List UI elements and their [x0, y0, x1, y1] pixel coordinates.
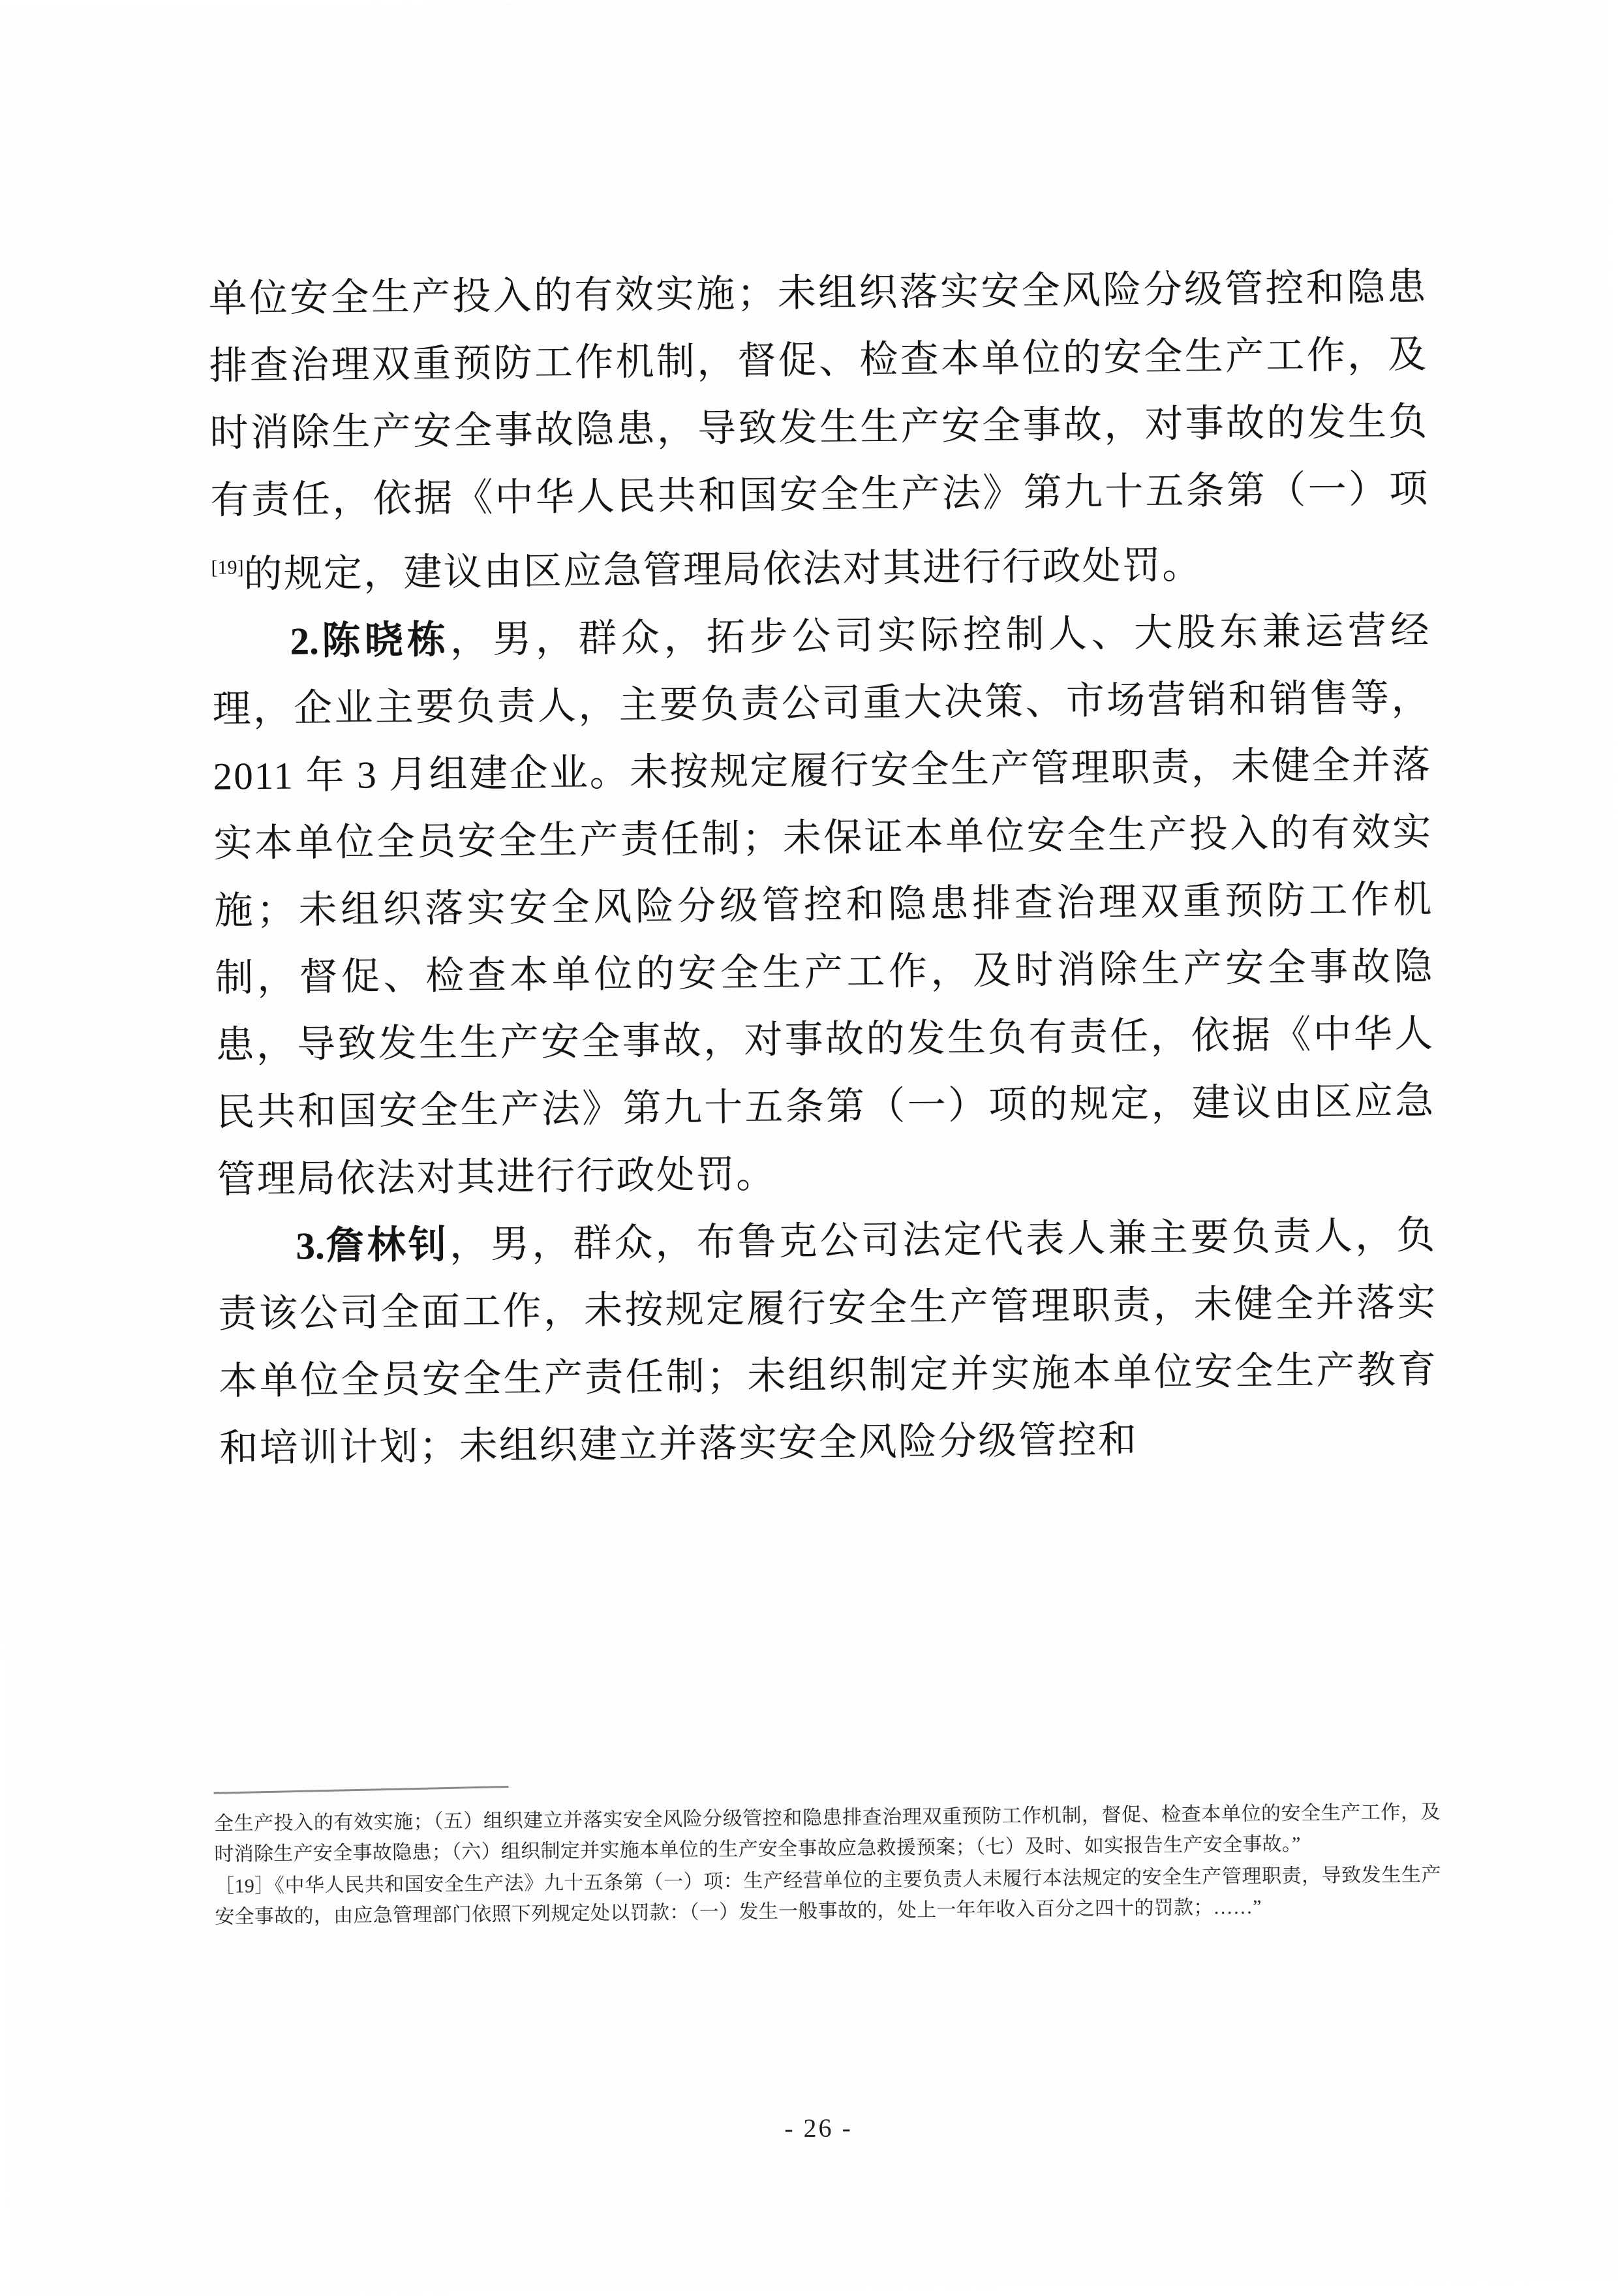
list-number-2: 2. — [290, 619, 320, 663]
paragraph-text: 单位安全生产投入的有效实施；未组织落实安全风险分级管控和隐患排查治理双重预防工作机制，督促、检查本单位的安全生产工作，及时消除生产安全事故隐患，导致发生生产安全事故，对事故的发生负有责任，依据《中华人民共和国安全生产法》第九十五条第（一）项 — [208, 265, 1429, 522]
document-body — [208, 254, 1439, 1482]
person-name-chen-xiaodong: 陈晓栋 — [318, 617, 451, 662]
footnote-entry-19 — [215, 1860, 1442, 1933]
footnote-separator-rule — [214, 1786, 509, 1794]
list-number-3: 3. — [296, 1223, 326, 1268]
paragraph-text: ，男，群众，布鲁克公司法定代表人兼主要负责人，负责该公司全面工作，未按规定履行安全生产管理职责，未健全并落实本单位全员安全生产责任制；未组织制定并实施本单位安全生产教育和培训计划；未组织建立并落实安全风险分级管控和 — [218, 1213, 1438, 1470]
paragraph-continuation — [208, 254, 1430, 609]
footnote-text: 全生产投入的有效实施；（五）组织建立并落实安全风险分级管控和隐患排查治理双重预防工作机制，督促、检查本单位的安全生产工作，及时消除生产安全事故隐患；（六）组织制定并实施本单位的生产安全事故应急救援预案；（七）及时、如实报告生产安全事故。” — [213, 1801, 1441, 1865]
person-name-zhan-linzhao: 詹林钊 — [324, 1222, 450, 1267]
footnote-reference-19: [19] — [211, 557, 244, 579]
paragraph-item-3 — [217, 1201, 1439, 1482]
page-number: - 26 - — [784, 2113, 853, 2143]
paragraph-text-tail: 的规定，建议由区应急管理局依法对其进行行政处罚。 — [243, 543, 1202, 596]
footnote-section — [214, 1781, 1442, 1933]
footnote-marker-19: ［19］ — [214, 1875, 275, 1897]
footnote-text: 《中华人民共和国安全生产法》九十五条第（一）项：生产经营单位的主要负责人未履行本法规定的安全生产管理职责，导致发生生产安全事故的，由应急管理部门依照下列规定处以罚款：（一）发生一般事故的，处上一年年收入百分之四十的罚款；……” — [215, 1863, 1441, 1928]
footnote-entry-18-continued — [214, 1797, 1441, 1870]
paragraph-text: ，男，群众，拓步公司实际控制人、大股东兼运营经理，企业主要负责人，主要负责公司重大决策、市场营销和销售等，2011 年 3 月组建企业。未按规定履行安全生产管理职责，未健全并落实本单位全员安全生产责任制；未保证本单位安全生产投入的有效实施；未组织落实安全风险分级管控和隐患排查治理双重预防工作机制，督促、检查本单位的安全生产工作，及时消除生产安全事故隐患，导致发生生产安全事故，对事故的发生负有责任，依据《中华人民共和国安全生产法》第九十五条第（一）项的规定，建议由区应急管理局依法对其进行行政处罚。 — [212, 608, 1435, 1201]
paragraph-item-2 — [211, 596, 1436, 1213]
